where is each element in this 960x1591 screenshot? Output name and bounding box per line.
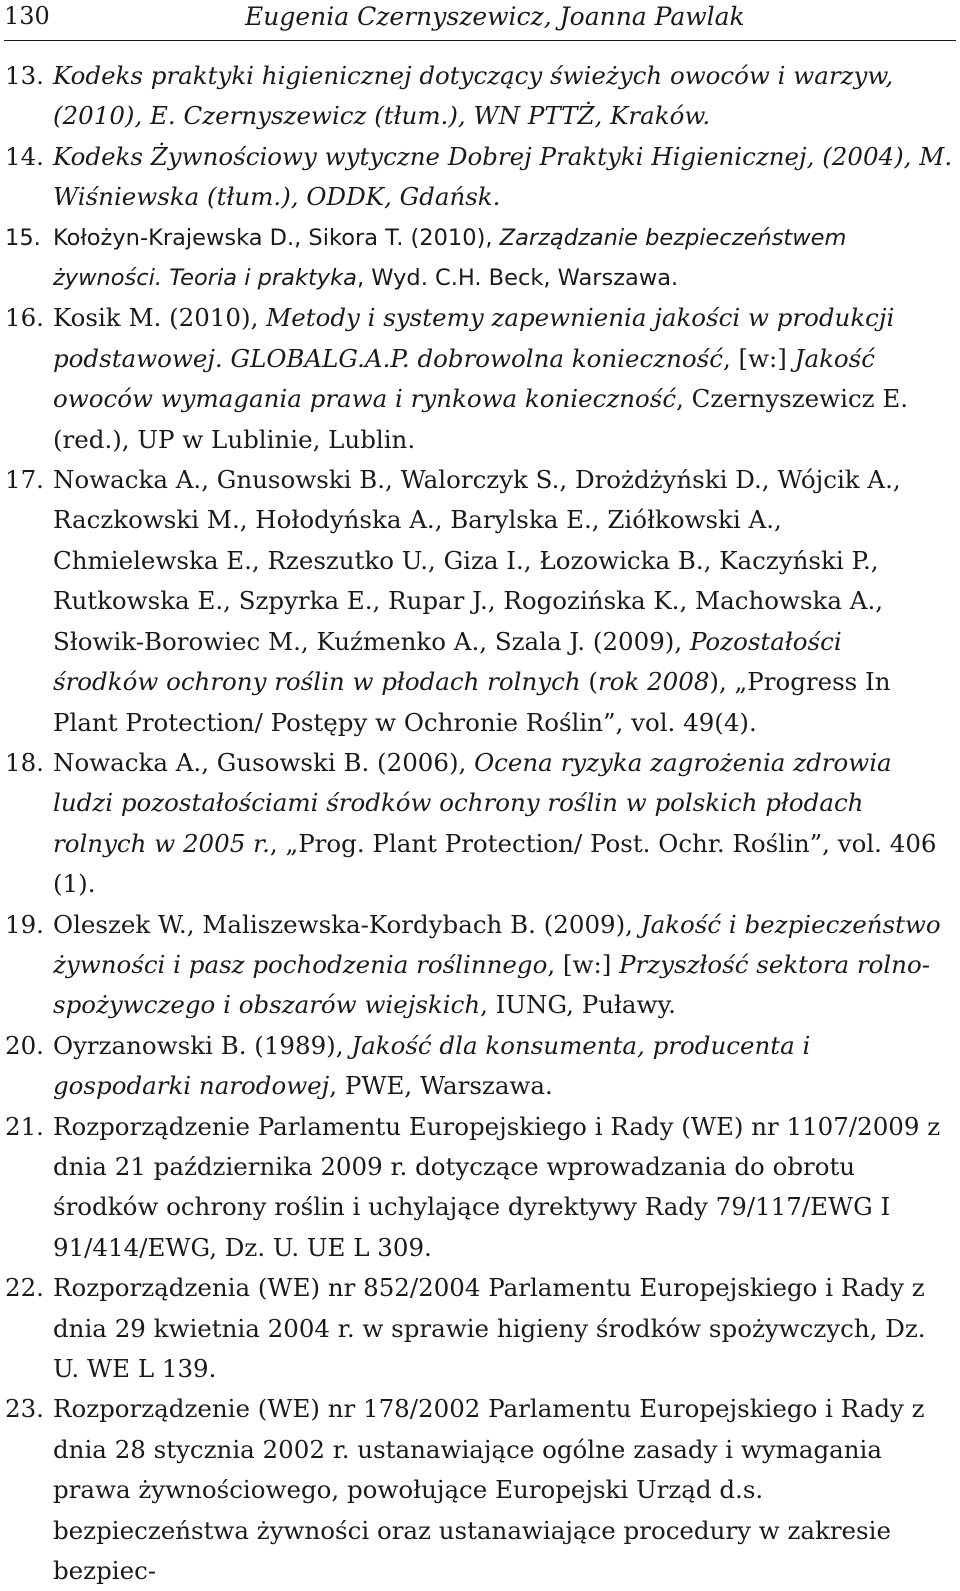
page-number: 130 — [4, 2, 50, 30]
reference-title: Zarządzanie bezpieczeństwem żywności. Teoria i praktyka — [53, 224, 847, 292]
reference-authors: Oyrzanowski B. (1989), — [53, 1030, 352, 1060]
reference-authors: Nowacka A., Gusowski B. (2006), — [53, 747, 475, 777]
reference-13 — [5, 56, 953, 137]
reference-text: Kodeks praktyki higienicznej dotyczący świeżych owoców i warzyw, (2010), E. Czernyszewicz (tłum.), WN PTTŻ, Kraków. — [53, 61, 894, 131]
reference-number: 18. — [5, 747, 44, 777]
reference-authors: Nowacka A., Gnusowski B., Walorczyk S., Drożdżyński D., Wójcik A., Raczkowski M., Hołodyńska A., Barylska E., Ziółkowski A., Chmielewska E., Rzeszutko U., Giza I., Łozowicka B., Kaczyński P., Rutkowska E., Szpyrka E., Rupar J., Rogozińska K., Machowska A., Słowik-Borowiec M., Kuźmenko A., Szala J. (2009), — [53, 465, 901, 656]
reference-title: Pozostałości środków ochrony roślin w płodach rolnych — [53, 626, 842, 697]
reference-number: 20. — [5, 1030, 44, 1060]
reference-book-title: Jakość owoców wymagania prawa i rynkowa konieczność — [53, 343, 875, 414]
reference-21 — [5, 1107, 953, 1269]
reference-journal: ), „Progress In Plant Protection/ Postępy w Ochronie Roślin”, vol. 49(4). — [53, 667, 891, 737]
reference-number: 23. — [5, 1394, 44, 1424]
reference-text: Rozporządzenie Parlamentu Europejskiego i Rady (WE) nr 1107/2009 z dnia 21 października 2009 r. dotyczące wprowadzania do obrotu środków ochrony roślin i uchylające dyrektywy Rady 79/117/EWG I 91/414/EWG, Dz. U. UE L 309. — [53, 1111, 941, 1262]
running-title: Eugenia Czernyszewicz, Joanna Pawlak — [245, 2, 745, 31]
reference-number: 14. — [5, 141, 44, 171]
reference-23 — [5, 1389, 953, 1591]
reference-title: Ocena ryzyka zagrożenia zdrowia ludzi pozostałościami środków ochrony roślin w polskich płodach rolnych w 2005 r. — [53, 747, 892, 858]
reference-book-title: Przyszłość sektora rolno-spożywczego i obszarów wiejskich — [53, 949, 930, 1020]
reference-title: Jakość dla konsumenta, producenta i gospodarki narodowej — [53, 1030, 811, 1101]
header-rule — [4, 40, 956, 41]
reference-journal: , „Prog. Plant Protection/ Post. Ochr. Roślin”, vol. 406 (1). — [53, 828, 937, 899]
running-header — [0, 0, 960, 44]
reference-publisher: , IUNG, Puławy. — [480, 990, 676, 1020]
reference-16 — [5, 298, 953, 460]
reference-publisher: , Wyd. C.H. Beck, Warszawa. — [356, 265, 679, 292]
reference-in: , [w:] — [722, 343, 795, 373]
reference-number: 16. — [5, 303, 44, 333]
reference-text: Rozporządzenie (WE) nr 178/2002 Parlamentu Europejskiego i Rady z dnia 28 stycznia 2002 r. ustanawiające ogólne zasady i wymagania prawa żywnościowego, powołujące Europejski Urząd d.s. bezpieczeństwa żywności oraz ustanawiające procedury w zakresie bezpiec- — [53, 1394, 925, 1586]
reference-title: Metody i systemy zapewnienia jakości w produkcji podstawowej. GLOBALG.A.P. dobrowolna konieczność — [53, 303, 895, 373]
reference-number: 15. — [5, 224, 41, 251]
reference-text: ( — [580, 667, 598, 697]
reference-number: 22. — [5, 1273, 44, 1303]
reference-text: Kodeks Żywnościowy wytyczne Dobrej Praktyki Higienicznej, (2004), M. Wiśniewska (tłum.), ODDK, Gdańsk. — [53, 141, 953, 212]
reference-title: Jakość i bezpieczeństwo żywności i pasz pochodzenia roślinnego — [53, 909, 941, 979]
reference-19 — [5, 905, 953, 1026]
reference-list — [5, 56, 953, 1591]
reference-17 — [5, 460, 953, 743]
reference-14 — [5, 137, 953, 218]
reference-number: 13. — [5, 61, 44, 90]
reference-15 — [5, 218, 953, 299]
reference-number: 19. — [5, 909, 44, 939]
reference-publisher: , PWE, Warszawa. — [329, 1071, 553, 1101]
reference-text: Rozporządzenia (WE) nr 852/2004 Parlamentu Europejskiego i Rady z dnia 29 kwietnia 2004 r. w sprawie higieny środków spożywczych, Dz. U. WE L 139. — [53, 1273, 926, 1383]
reference-subtitle: rok 2008 — [597, 667, 710, 697]
reference-22 — [5, 1268, 953, 1389]
reference-authors: Kosik M. (2010), — [53, 303, 267, 333]
reference-number: 17. — [5, 465, 44, 495]
reference-20 — [5, 1026, 953, 1107]
reference-publisher: , Czernyszewicz E. (red.), UP w Lublinie, Lublin. — [53, 384, 909, 454]
reference-authors: Kołożyn-Krajewska D., Sikora T. (2010), — [53, 224, 500, 251]
reference-in: , [w:] — [547, 949, 620, 979]
reference-number: 21. — [5, 1111, 44, 1141]
reference-authors: Oleszek W., Maliszewska-Kordybach B. (2009), — [53, 909, 641, 939]
reference-18 — [5, 743, 953, 905]
